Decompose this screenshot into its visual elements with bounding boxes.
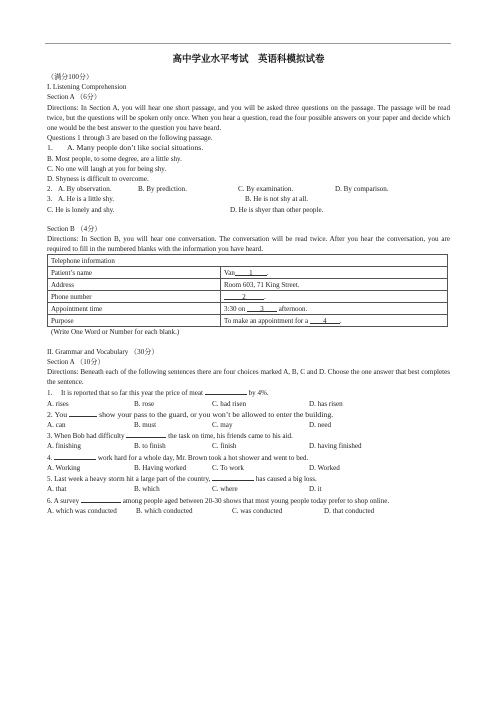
p1-sectionA-title: Section A （6分） — [47, 93, 101, 102]
g2-option-a: A. can — [47, 421, 66, 430]
g1-stem-text: It is reported that so far this year the price of meat — [61, 389, 204, 398]
blank-number: 4 — [323, 316, 327, 325]
g3-option-b: B. to finish — [134, 442, 166, 451]
g3-stem-text: 3. When Bob had difficulty — [47, 432, 125, 441]
part1-heading: I. Listening Comprehension — [47, 83, 127, 92]
answer-blank-3[interactable] — [247, 304, 277, 312]
g1-option-c: C. had risen — [212, 399, 247, 408]
table-row — [48, 315, 448, 327]
q2-option-d: D. By comparison. — [335, 185, 389, 194]
g6-option-c: C. was conducted — [232, 506, 283, 515]
g2-options — [47, 420, 450, 430]
q3-options-row2 — [47, 205, 450, 215]
row-value — [221, 315, 448, 327]
g4-option-d: D. Worked — [309, 463, 340, 472]
g3-option-c: C. finish — [212, 442, 237, 451]
g4-stem-end: work hard for a whole day, Mr. Brown took a hot shower and went to bed. — [97, 453, 309, 462]
g6-options — [47, 506, 450, 516]
q3-number: 3. — [47, 195, 53, 204]
g4-option-b: B. Having worked — [134, 463, 187, 472]
g3-option-d: D. having finished — [309, 442, 362, 451]
g4-blank[interactable] — [54, 452, 96, 460]
row-label: Purpose — [48, 315, 221, 327]
row-value — [221, 291, 448, 303]
answer-blank-2[interactable] — [224, 292, 264, 300]
g5-stem-end: has caused a big loss. — [255, 475, 317, 484]
part2-heading: II. Grammar and Vocabulary （30分） — [47, 347, 159, 356]
blank-number: 3 — [260, 304, 264, 313]
g1-options — [47, 399, 450, 409]
g5-stem-text: 5. Last week a heavy storm hit a large part of the country, — [47, 475, 211, 484]
q1-a-text: A. Many people don’t like social situations. — [67, 143, 204, 153]
g4-option-c: C. To work — [212, 463, 244, 472]
g3-stem-end: the task on time, his friends came to his aid. — [168, 432, 293, 441]
g1-option-d: D. has risen — [309, 399, 343, 408]
g5-option-d: D. it — [309, 485, 322, 494]
g6-stem — [47, 495, 450, 506]
g5-option-a: A. that — [47, 485, 67, 494]
score-note: （满分100分） — [47, 73, 94, 81]
g1-stem — [47, 387, 450, 398]
answer-blank-1[interactable] — [235, 268, 267, 276]
g5-options — [47, 484, 450, 494]
exam-content — [47, 54, 450, 516]
g4-options — [47, 463, 450, 473]
g1-number: 1. — [47, 389, 53, 398]
row-label: Appointment time — [48, 303, 221, 315]
g3-blank[interactable] — [126, 430, 166, 438]
row-value-end: . — [264, 292, 266, 301]
row-value-end: . — [266, 268, 269, 277]
g2-blank[interactable] — [69, 409, 97, 417]
g1-option-a: A. rises — [47, 399, 69, 408]
g5-option-c: C. where — [212, 485, 238, 494]
q3-options-row1 — [47, 194, 450, 204]
g1-blank[interactable] — [205, 387, 247, 395]
q1-option-b: B. Most people, to some degree, are a little shy. — [47, 154, 182, 163]
blank-number: 1 — [249, 268, 253, 277]
g4-option-a: A. Working — [47, 463, 81, 472]
table-row — [48, 267, 448, 279]
q3-option-a: A. He is a little shy. — [58, 195, 115, 204]
g2-stem-end: show your pass to the guard, or you won’t be allowed to enter the building. — [99, 409, 334, 419]
row-value-text: To make an appointment for a — [224, 316, 309, 325]
g5-blank[interactable] — [212, 473, 254, 481]
q1-option-c: C. No one will laugh at you for being shy. — [47, 164, 167, 173]
table-row — [48, 291, 448, 303]
row-value-end: afternoon. — [278, 304, 308, 313]
q2-number: 2. — [47, 185, 53, 194]
row-value — [221, 303, 448, 315]
p2-sectionA-title: Section A （10分） — [47, 357, 105, 366]
row-label: Address — [48, 279, 221, 291]
g2-option-d: D. need — [309, 421, 332, 430]
q3-option-b: B. He is not shy at all. — [245, 195, 309, 204]
g3-option-a: A. finishing — [47, 442, 81, 451]
g6-option-b: B. which conducted — [136, 506, 193, 515]
g3-options — [47, 441, 450, 451]
row-label: Phone number — [48, 291, 221, 303]
g6-blank[interactable] — [81, 495, 121, 503]
g5-option-b: B. which — [134, 485, 160, 494]
g2-option-c: C. may — [212, 421, 233, 430]
g6-option-a: A. which was conducted — [47, 506, 117, 515]
table-note: (Write One Word or Number for each blank.) — [51, 328, 180, 337]
header-rule — [45, 43, 451, 44]
q1-option-a — [47, 143, 450, 153]
p1-sectionA-intro: Questions 1 through 3 are based on the following passage. — [47, 134, 213, 143]
q1-option-d: D. Shyness is difficult to overcome. — [47, 175, 149, 184]
g5-stem — [47, 473, 450, 484]
row-label: Patient’s name — [48, 267, 221, 279]
q2-options — [47, 184, 450, 194]
answer-blank-4[interactable] — [310, 316, 340, 324]
g2-stem-text: 2. You — [47, 409, 68, 419]
blank-number: 2 — [242, 292, 246, 301]
q3-option-d: D. He is shyer than other people. — [230, 205, 324, 214]
row-value: Room 603, 71 King Street. — [221, 279, 448, 291]
g3-stem — [47, 430, 450, 441]
g6-stem-end: among people aged between 20-30 shows that most young people today prefer to shop online. — [122, 496, 390, 505]
g4-stem — [47, 452, 450, 463]
g1-option-b: B. rose — [134, 399, 155, 408]
p1-sectionB-directions: Directions: In Section B, you will hear one conversation. The conversation will be read twice. After you hear the conversation, you are required to fill in the numbered blanks with the information you have heard. — [47, 235, 450, 254]
table-row — [48, 279, 448, 291]
q2-option-b: B. By prediction. — [138, 185, 187, 194]
g2-option-b: B. must — [134, 421, 157, 430]
row-value-text: Van — [224, 268, 235, 277]
q2-option-c: C. By examination. — [238, 185, 294, 194]
q1-number: 1. — [47, 143, 53, 153]
g6-stem-text: 6. A survey — [47, 496, 80, 505]
g4-number: 4. — [47, 453, 53, 462]
table-header: Telephone information — [48, 255, 448, 267]
row-value-end: . — [339, 316, 342, 325]
row-value-text: 3:30 on — [224, 304, 246, 313]
p1-sectionB-title: Section B （4分） — [47, 224, 102, 233]
q3-option-c: C. He is lonely and shy. — [47, 205, 115, 214]
row-value — [221, 267, 448, 279]
page-title: 高中学业水平考试 英语科模拟试卷 — [172, 54, 325, 65]
g1-stem-end: by 4%. — [248, 389, 269, 398]
g6-option-d: D. that conducted — [324, 506, 375, 515]
q2-option-a: A. By observation. — [58, 185, 112, 194]
g2-stem — [47, 409, 450, 420]
p2-sectionA-directions: Directions: Beneath each of the following sentences there are four choices marked A, B, C and D. Choose the one answer that best completes the sentence. — [47, 368, 450, 387]
p1-sectionA-directions: Directions: In Section A, you will hear one short passage, and you will be asked three questions on the passage. The passage will be read twice, but the questions will be spoken only once. When you hear a question, read the four possible answers on your paper and decide which one would be the best answer to the question you have heard. — [47, 103, 450, 133]
telephone-info-table — [47, 254, 448, 327]
table-row — [48, 303, 448, 315]
